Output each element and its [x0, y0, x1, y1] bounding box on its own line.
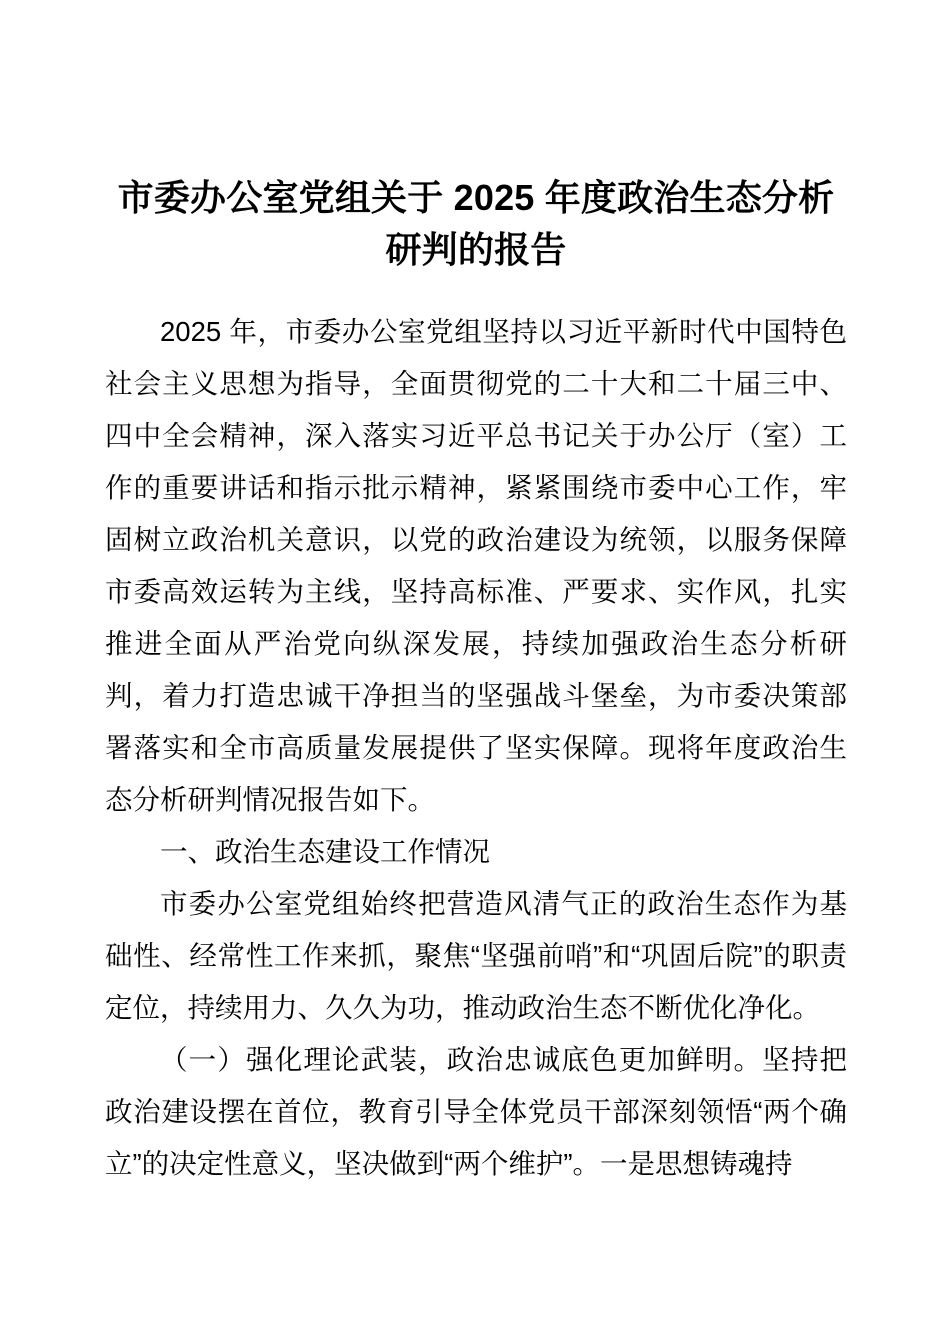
paragraph-subsection-1: （一）强化理论武装，政治忠诚底色更加鲜明。坚持把政治建设摆在首位，教育引导全体党员干部深刻领悟“两个确立”的决定性意义，坚决做到“两个维护”。一是思想铸魂持 [105, 1044, 847, 1179]
page-title-line-2: 研判的报告 [385, 229, 567, 270]
section-heading-1: 一、政治生态建设工作情况 [160, 836, 490, 867]
document-content [105, 0, 847, 1190]
page-title [105, 0, 847, 276]
paragraph-opening: 2025 年，市委办公室党组坚持以习近平新时代中国特色社会主义思想为指导，全面贯彻党的二十大和二十届三中、四中全会精神，深入落实习近平总书记关于办公厅（室）工作的重要讲话和指示批示精神，紧紧围绕市委中心工作，牢固树立政治机关意识，以党的政治建设为统领，以服务保障市委高效运转为主线，坚持高标准、严要求、实作风，扎实推进全面从严治党向纵深发展，持续加强政治生态分析研判，着力打造忠诚干净担当的坚强战斗堡垒，为市委决策部署落实和全市高质量发展提供了坚实保障。现将年度政治生态分析研判情况报告如下。 [105, 316, 847, 815]
paragraph-section1-intro: 市委办公室党组始终把营造风清气正的政治生态作为基础性、经常性工作来抓，聚焦“坚强前哨”和“巩固后院”的职责定位，持续用力、久久为功，推动政治生态不断优化净化。 [105, 888, 847, 1023]
page-title-line-1: 市委办公室党组关于 2025 年度政治生态分析 [117, 177, 835, 218]
